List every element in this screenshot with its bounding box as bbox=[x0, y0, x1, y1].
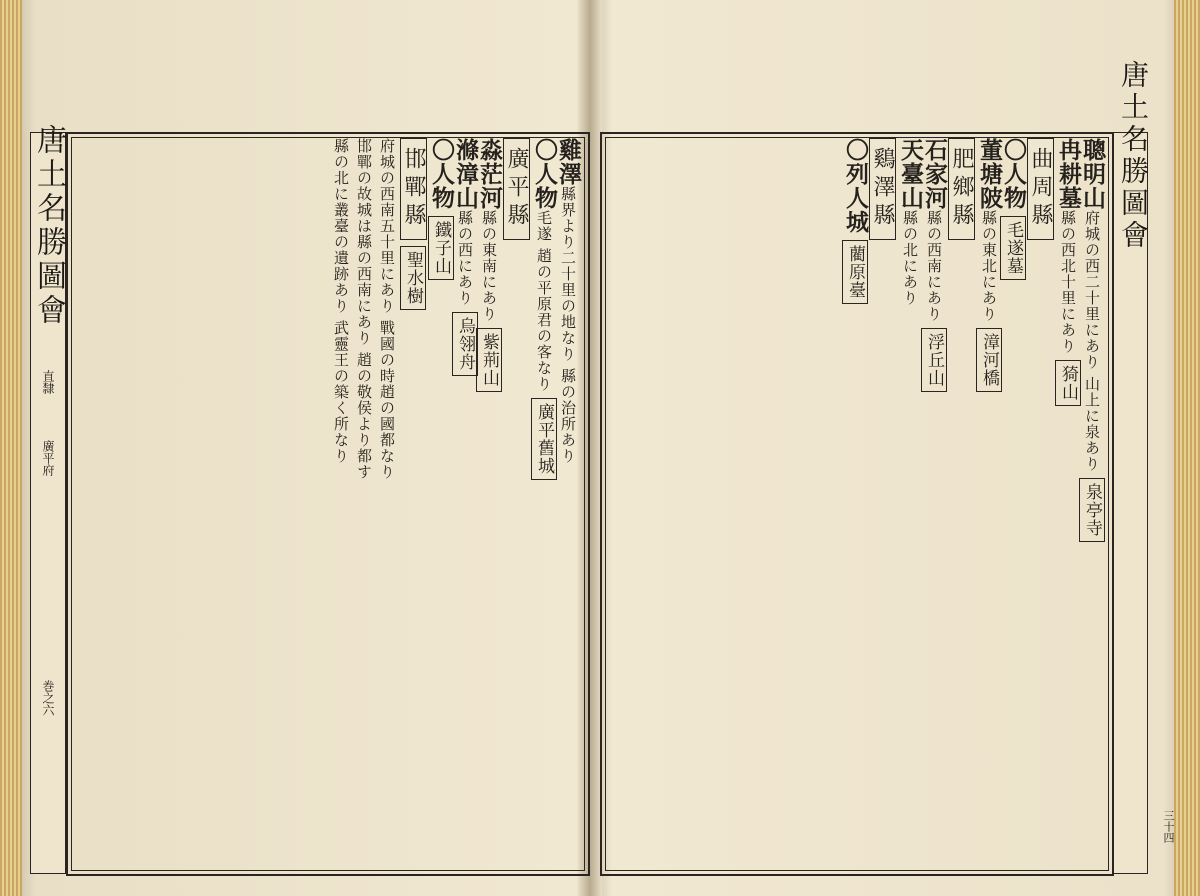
text-column bbox=[869, 138, 896, 870]
text-column bbox=[503, 138, 530, 870]
text-column: 董塘陂縣の東北にあり 漳河橋 bbox=[979, 138, 999, 870]
text-column: 雞澤縣界より二十里の地なり 縣の治所あり bbox=[555, 138, 582, 464]
left-volume-number: 巻之六 bbox=[41, 680, 55, 716]
text-column bbox=[1027, 138, 1054, 870]
text-column: 聰明山府城の西二十里にあり 山上に泉あり 泉亭寺 bbox=[1082, 138, 1102, 870]
left-section-province: 直隸 bbox=[41, 370, 55, 394]
place-name-bracket: 毛遂墓 bbox=[1000, 216, 1026, 280]
text-column: 邯鄲の故城は縣の西南にあり 趙の敬侯より都す bbox=[355, 138, 373, 480]
left-page-frame bbox=[66, 132, 590, 876]
county-heading-box: 曲周縣 bbox=[1027, 138, 1054, 240]
text-column: 〇列人城 藺原臺 bbox=[845, 138, 865, 870]
text-column: 〇人物毛遂 趙の平原君の客なり 廣平舊城 bbox=[534, 138, 554, 870]
page-edges-right bbox=[1174, 0, 1200, 896]
county-heading-box: 邯鄲縣 bbox=[400, 138, 427, 240]
text-column bbox=[400, 138, 427, 870]
text-column: 天臺山縣の北にあり bbox=[897, 138, 924, 306]
text-column: 淼茫河縣の東南にあり 紫荊山 bbox=[479, 138, 499, 870]
place-name-bracket: 浮丘山 bbox=[921, 328, 947, 392]
page-folio-number: 三十四 bbox=[1162, 810, 1175, 843]
place-name-bracket: 鐵子山 bbox=[428, 216, 454, 280]
place-name-bracket: 泉亭寺 bbox=[1079, 478, 1105, 542]
right-page-frame bbox=[600, 132, 1114, 876]
left-page-title: 唐土名勝圖會 bbox=[31, 124, 66, 328]
page-edges-left bbox=[0, 0, 22, 896]
text-column: 府城の西南五十里にあり 戰國の時趙の國都なり bbox=[378, 138, 396, 480]
place-name-bracket: 藺原臺 bbox=[842, 240, 868, 304]
county-heading-box: 鷄澤縣 bbox=[869, 138, 896, 240]
place-name-bracket: 漳河橋 bbox=[976, 328, 1002, 392]
text-column bbox=[948, 138, 975, 870]
place-name-bracket: 廣平舊城 bbox=[531, 398, 557, 480]
text-column: 〇人物 鐵子山 bbox=[431, 138, 451, 870]
text-column: 冉耕墓縣の西北十里にあり 猗山 bbox=[1058, 138, 1078, 870]
place-name-bracket: 烏翎舟 bbox=[452, 312, 478, 376]
text-column: 縣の北に叢臺の遺跡あり 武靈王の築く所なり bbox=[332, 138, 350, 464]
county-heading-box: 肥鄉縣 bbox=[948, 138, 975, 240]
left-text-columns bbox=[78, 138, 582, 870]
text-column: 滌漳山縣の西にあり 烏翎舟 bbox=[455, 138, 475, 870]
text-column: 〇人物 毛遂墓 bbox=[1003, 138, 1023, 870]
left-section-prefecture: 廣平府 bbox=[41, 440, 55, 476]
county-heading-box: 廣平縣 bbox=[503, 138, 530, 240]
right-page-title: 唐土名勝圖會 bbox=[1117, 60, 1150, 252]
place-name-bracket: 聖水樹 bbox=[400, 246, 426, 310]
place-name-bracket: 紫荊山 bbox=[476, 328, 502, 392]
right-text-columns bbox=[612, 138, 1106, 870]
text-column: 石家河縣の西南にあり 浮丘山 bbox=[924, 138, 944, 870]
place-name-bracket: 猗山 bbox=[1055, 360, 1081, 406]
